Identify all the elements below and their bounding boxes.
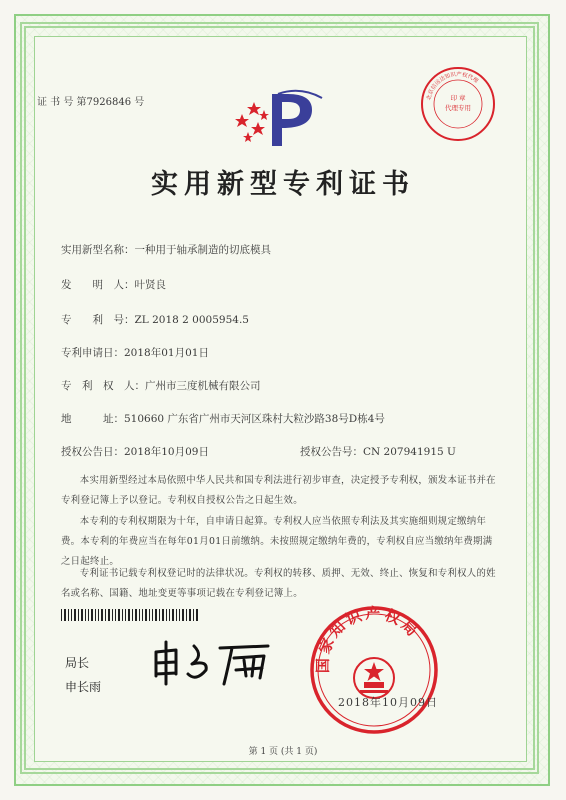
field-value: 叶贤良 <box>134 279 166 291</box>
director-signature <box>148 638 278 688</box>
field-utility-model-name <box>61 242 271 257</box>
field-patent-number <box>61 312 249 327</box>
field-value: CN 207941915 U <box>363 446 456 458</box>
svg-text:印 章: 印 章 <box>450 94 466 102</box>
svg-text:国家知识产权局: 国家知识产权局 <box>313 604 424 674</box>
paragraph-term: 本专利的专利权期限为十年，自申请日起算。专利权人应当依照专利法及其实施细则规定缴纳年费。本专利的年费应当在每年01月01日前缴纳。未按照规定缴纳年费的，专利权自应当缴纳年费期满之日起终止。 <box>61 516 493 567</box>
patent-logo-icon <box>228 88 328 150</box>
director-name: 申长雨 <box>65 680 102 694</box>
paragraph-grant: 本实用新型经过本局依照中华人民共和国专利法进行初步审查，决定授予专利权，颁发本证书并在专利登记簿上予以登记。专利权自授权公告之日起生效。 <box>61 475 496 506</box>
field-value: 510660 广东省广州市天河区珠村大粒沙路38号D栋4号 <box>124 413 385 425</box>
certificate-number: 证 书 号 第7926846 号 <box>37 97 145 108</box>
paragraph-legal-status: 专利证书记载专利权登记时的法律状况。专利权的转移、质押、无效、终止、恢复和专利权人的姓名或名称、国籍、地址变更等事项记载在专利登记簿上。 <box>61 568 496 599</box>
field-label: 授权公告号： <box>300 446 363 458</box>
field-label: 专利申请日： <box>61 347 124 359</box>
field-value: 广州市三度机械有限公司 <box>145 380 261 392</box>
field-value: 2018年10月09日 <box>124 446 209 458</box>
barcode <box>61 609 199 621</box>
svg-text:代理专用: 代理专用 <box>445 104 471 112</box>
agent-stamp <box>418 64 498 144</box>
field-label: 发 明 人： <box>61 279 135 291</box>
field-grant-date <box>61 444 209 459</box>
field-label: 专 利 权 人： <box>61 380 145 392</box>
national-seal <box>308 604 440 736</box>
field-value: 一种用于轴承制造的切底模具 <box>134 244 271 256</box>
field-address <box>61 411 385 426</box>
field-label: 实用新型名称： <box>61 244 135 256</box>
field-value: 2018年01月01日 <box>124 347 209 359</box>
national-emblem-icon <box>354 658 394 698</box>
director-title: 局长 <box>65 656 90 670</box>
field-label: 地 址： <box>61 413 124 425</box>
certificate-title: 实用新型专利证书 <box>151 169 415 200</box>
page-footer: 第 1 页 (共 1 页) <box>248 747 318 757</box>
svg-text:北京信远达知识产权代理: 北京信远达知识产权代理 <box>426 71 479 101</box>
field-value: ZL 2018 2 0005954.5 <box>134 314 249 326</box>
field-patentee <box>61 378 261 393</box>
field-grant-number <box>300 444 456 459</box>
field-application-date <box>61 345 209 360</box>
field-inventor <box>61 277 166 292</box>
field-label: 授权公告日： <box>61 446 124 458</box>
seal-date: 2018年10月09日 <box>338 696 438 709</box>
field-label: 专 利 号： <box>61 314 135 326</box>
